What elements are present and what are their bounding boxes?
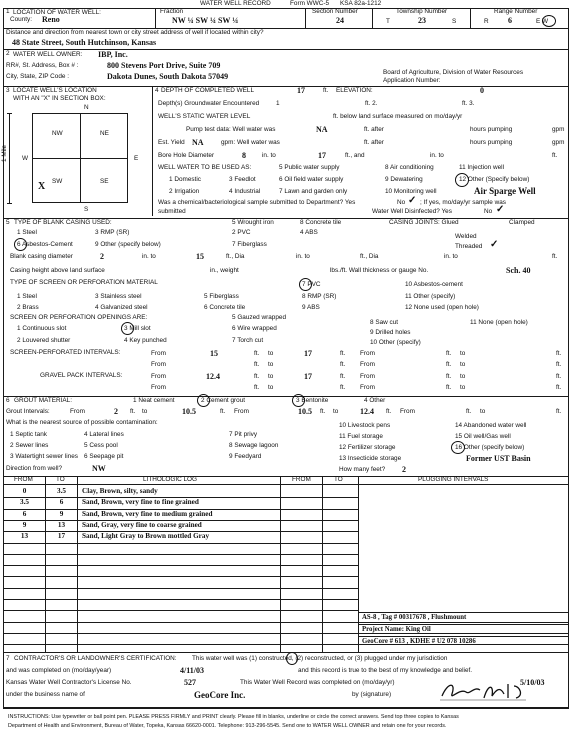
grout-cement[interactable]: 2 Cement grout bbox=[201, 397, 246, 404]
bore-ft-2: ft. bbox=[552, 152, 558, 159]
screen-fiberglass[interactable]: 5 Fiberglass bbox=[204, 293, 239, 300]
disinfected-no[interactable]: No bbox=[484, 208, 493, 215]
use-2[interactable]: 2 Irrigation bbox=[169, 188, 200, 195]
screen-ft-3: ft. bbox=[446, 350, 452, 357]
gravel-ft-2: ft. bbox=[340, 373, 346, 380]
instructions-line-2: Department of Health and Environment, Bureau of Water, Topeka, Kansas 66620-0001. Telephone: 913-296-5545. Send one to WATER WELL OWNER and retain one for your records. bbox=[8, 723, 447, 729]
screen-from-row2: From bbox=[151, 361, 166, 368]
certification-line2: and this record is true to the best of my knowledge and belief. bbox=[298, 667, 473, 674]
bore-in-to-2: in. to bbox=[430, 152, 444, 159]
pump-test-label: Pump test data: Well water was bbox=[186, 126, 276, 133]
log-header-from: FROM bbox=[14, 476, 33, 483]
grout-to-1-label: to bbox=[142, 408, 148, 415]
direction-label: Direction from well? bbox=[6, 465, 63, 472]
city-label: City, State, ZIP Code : bbox=[6, 73, 69, 80]
form-number: Form WWC-5 bbox=[290, 0, 330, 7]
board-label: Board of Agriculture, Division of Water Resources bbox=[383, 69, 524, 76]
chemical-sample-label: Was a chemical/bacteriological sample submitted to Department? Yes bbox=[158, 199, 356, 206]
groundwater-3: ft. 3. bbox=[462, 100, 475, 107]
quadrant-nw: NW bbox=[52, 130, 63, 137]
use-8[interactable]: 8 Air conditioning bbox=[385, 164, 434, 171]
screen-from-value: 15 bbox=[210, 349, 218, 358]
quadrant-se: SE bbox=[100, 178, 109, 185]
license-label: Kansas Water Well Contractor's License No. bbox=[6, 679, 132, 686]
signature-scribble bbox=[438, 680, 528, 702]
locate-label-2: WITH AN "X" IN SECTION BOX: bbox=[13, 95, 106, 102]
county-value: Reno bbox=[42, 15, 60, 24]
casing-label: TYPE OF BLANK CASING USED: bbox=[14, 219, 112, 226]
groundwater-2: ft. 2. bbox=[365, 100, 378, 107]
blank-ft-dia: ft., Dia bbox=[226, 253, 245, 260]
south-label: S bbox=[84, 206, 89, 213]
casing-asbestos[interactable]: 2 PVC bbox=[232, 229, 251, 236]
instructions-line-1: INSTRUCTIONS: Use typewriter or ball point pen. PLEASE PRESS FIRMLY and PRINT clearly. Please fill in blanks, underline or circle the correct answers. Send top three copies to Kansas bbox=[8, 714, 459, 720]
log-row-to: 17 bbox=[57, 532, 66, 540]
screen-ft-2: ft. bbox=[340, 350, 346, 357]
log-row-to: 9 bbox=[59, 510, 64, 518]
grout-from-1-label: From bbox=[70, 408, 85, 415]
blank-in-to-3: in. to bbox=[444, 253, 458, 260]
grout-intervals-label: Grout Intervals: bbox=[6, 408, 50, 415]
depth-ft: ft. bbox=[323, 87, 329, 94]
chemical-sample-no[interactable]: No bbox=[397, 199, 406, 206]
gravel-ft: ft. bbox=[254, 373, 260, 380]
other-contamination-value: Former UST Basin bbox=[466, 454, 531, 463]
contam-14[interactable]: 14 Abandoned water well bbox=[455, 422, 527, 429]
owner-label: WATER WELL OWNER: bbox=[13, 51, 83, 58]
screen-other[interactable]: 11 Other (specify) bbox=[405, 293, 456, 300]
use-label: WELL WATER TO BE USED AS: bbox=[158, 164, 252, 171]
casing-rmp[interactable]: 3 RMP (SR) bbox=[95, 229, 130, 236]
chemical-no-check: ✓ bbox=[408, 195, 417, 206]
distance-value: 48 State Street, South Hutchinson, Kansas bbox=[12, 38, 157, 47]
contam-16[interactable]: 16 Other (specify below) bbox=[455, 444, 525, 451]
sec1-number: 1 bbox=[6, 8, 10, 15]
opening-other[interactable]: 10 Other (specify) bbox=[370, 339, 421, 346]
groundwater-label: Depth(s) Groundwater Encountered bbox=[158, 100, 260, 107]
casing-fiberglass[interactable]: 7 Fiberglass bbox=[232, 241, 267, 248]
blank-to-value: 15 bbox=[196, 252, 204, 261]
other-use-value: Air Sparge Well bbox=[474, 186, 536, 196]
application-number-label: Application Number: bbox=[383, 77, 441, 84]
submitted-label: submitted bbox=[158, 208, 186, 215]
contam-12[interactable]: 12 Fertilizer storage bbox=[339, 444, 396, 451]
contam-3[interactable]: 3 Watertight sewer lines bbox=[10, 453, 78, 460]
completed-date: 4/11/03 bbox=[180, 666, 205, 675]
casing-joints-glued[interactable]: CASING JOINTS: Glued bbox=[389, 219, 459, 226]
log-row-to: 3.5 bbox=[57, 487, 66, 495]
certification-line1: This water well was (1) constructed, (2) reconstructed, or (3) plugged under my jurisdiction bbox=[192, 655, 448, 662]
screen-to-value: 17 bbox=[304, 349, 312, 358]
contamination-label: What is the nearest source of possible contamination: bbox=[6, 419, 158, 426]
blank-ft-dia-2: ft., Dia bbox=[360, 253, 379, 260]
screen-ft-row2: ft. bbox=[254, 361, 260, 368]
use-6[interactable]: 6 Oil field water supply bbox=[279, 176, 344, 183]
grout-label: GROUT MATERIAL: bbox=[14, 397, 72, 404]
gravel-ft-row2d: ft. bbox=[556, 384, 562, 391]
bore-to-value: 17 bbox=[318, 151, 326, 160]
casing-pvc[interactable]: 6 Asbestos-Cement bbox=[17, 241, 73, 248]
log-header-lithologic: LITHOLOGIC LOG bbox=[143, 476, 197, 483]
gravel-intervals-label: GRAVEL PACK INTERVALS: bbox=[40, 372, 123, 379]
screen-from-2: From bbox=[360, 350, 375, 357]
chemical-sample-rest: ; If yes, mo/day/yr sample was bbox=[420, 199, 506, 206]
screen-abs[interactable]: 9 ABS bbox=[302, 304, 320, 311]
screen-from-label: From bbox=[151, 350, 166, 357]
address-value: 800 Stevens Port Drive, Suite 709 bbox=[107, 61, 221, 70]
opening-none[interactable]: 11 None (open hole) bbox=[470, 319, 528, 326]
grout-from-1: 2 bbox=[114, 407, 118, 416]
blank-dia-label: Blank casing diameter bbox=[10, 253, 73, 260]
openings-label: SCREEN OR PERFORATION OPENINGS ARE: bbox=[10, 314, 148, 321]
range-ew: E W bbox=[536, 18, 549, 25]
tag-info: AS-8 , Tag # 00317678 , Flushmount bbox=[362, 614, 467, 621]
screen-pvc[interactable]: 7 PVC bbox=[302, 281, 321, 288]
blank-in-to: in. to bbox=[142, 253, 156, 260]
township-label: Township Number bbox=[396, 8, 448, 15]
gravel-to-2: to bbox=[460, 373, 466, 380]
east-label: E bbox=[134, 155, 139, 162]
gravel-ft-3: ft. bbox=[446, 373, 452, 380]
sec5-number: 5 bbox=[6, 219, 10, 226]
screen-ft-row2d: ft. bbox=[556, 361, 562, 368]
log-row-description: Sand, Light Gray to Brown mottled Gray bbox=[82, 532, 210, 540]
grout-from-2: 10.5 bbox=[298, 407, 312, 416]
casing-weight-label: in., weight bbox=[210, 267, 239, 274]
depth-label: DEPTH OF COMPLETED WELL bbox=[161, 87, 255, 94]
wall-thickness-label: lbs./ft. Wall thickness or gauge No. bbox=[330, 267, 429, 274]
gravel-from-row2: From bbox=[151, 384, 166, 391]
opening-louvered[interactable]: 2 Louvered shutter bbox=[17, 337, 71, 344]
quadrant-ne: NE bbox=[100, 130, 109, 137]
opening-sawcut[interactable]: 8 Saw cut bbox=[370, 319, 399, 326]
quadrant-sw: SW bbox=[52, 178, 63, 185]
record-completed-date: 5/10/03 bbox=[520, 678, 545, 687]
bore-label: Bore Hole Diameter bbox=[158, 152, 215, 159]
log-header-to-2: TO bbox=[334, 476, 343, 483]
disinfected-label: Water Well Disinfected? Yes bbox=[372, 208, 452, 215]
groundwater-1: 1 bbox=[276, 100, 280, 107]
direction-value: NW bbox=[92, 464, 106, 473]
blank-ft-3: ft. bbox=[552, 253, 558, 260]
grout-neat[interactable]: 1 Neat cement bbox=[133, 397, 175, 404]
pump-test-value: NA bbox=[316, 125, 328, 134]
gravel-ft-row2b: ft. bbox=[340, 384, 346, 391]
use-10[interactable]: 10 Monitoring well bbox=[385, 188, 437, 195]
mile-label: 1 Mile bbox=[1, 144, 8, 162]
log-row-from: 0 bbox=[22, 487, 27, 495]
gravel-ft-row2c: ft. bbox=[446, 384, 452, 391]
township-value: 23 bbox=[418, 16, 426, 25]
disinfected-no-check: ✓ bbox=[496, 204, 505, 215]
grout-ft-2b: ft. bbox=[386, 408, 392, 415]
log-row-to: 13 bbox=[57, 521, 66, 529]
grout-from-2-label: From bbox=[234, 408, 249, 415]
north-label: N bbox=[84, 104, 89, 111]
grout-ft-3: ft. bbox=[466, 408, 472, 415]
sec7-number: 7 bbox=[6, 655, 10, 662]
bore-in-to: in. to bbox=[262, 152, 276, 159]
use-4[interactable]: 4 Industrial bbox=[229, 188, 261, 195]
use-5[interactable]: 5 Public water supply bbox=[279, 164, 340, 171]
township-t: T bbox=[386, 18, 390, 25]
grout-to-1: 10.5 bbox=[182, 407, 196, 416]
screen-galvanized[interactable]: 4 Galvanized steel bbox=[95, 304, 148, 311]
contam-5[interactable]: 5 Cess pool bbox=[84, 442, 118, 449]
yield-rest: gpm: Well water was bbox=[221, 139, 280, 146]
west-label: W bbox=[22, 155, 29, 162]
screen-ft-row2c: ft. bbox=[446, 361, 452, 368]
sec4-number: 4 bbox=[155, 87, 159, 94]
form-title: WATER WELL RECORD bbox=[200, 0, 271, 7]
bore-rest: ft., and bbox=[345, 152, 365, 159]
yield-value: NA bbox=[192, 138, 204, 147]
license-value: 527 bbox=[184, 678, 196, 687]
grout-from-3-label: From bbox=[400, 408, 415, 415]
contam-1[interactable]: 1 Septic tank bbox=[10, 431, 47, 438]
sec6-number: 6 bbox=[6, 397, 10, 404]
contam-6[interactable]: 6 Seepage pit bbox=[84, 453, 124, 460]
casing-height-label: Casing height above land surface bbox=[10, 267, 105, 274]
screen-ft-row2b: ft. bbox=[340, 361, 346, 368]
certification-label: CONTRACTOR'S OR LANDOWNER'S CERTIFICATION: bbox=[14, 655, 177, 662]
completed-label: and was completed on (mo/day/year) bbox=[6, 667, 112, 674]
screen-stainless[interactable]: 3 Stainless steel bbox=[95, 293, 142, 300]
ksa-number: KSA 82a-1212 bbox=[340, 0, 382, 7]
yield-hours: hours pumping bbox=[470, 139, 513, 146]
log-header-plugging: PLUGGING INTERVALS bbox=[418, 476, 489, 483]
screen-asbestos[interactable]: 10 Asbestos-cement bbox=[405, 281, 463, 288]
log-row-description: Clay, Brown, silty, sandy bbox=[82, 487, 158, 495]
sec1-label: LOCATION OF WATER WELL: bbox=[13, 9, 101, 16]
pump-test-after: ft. after bbox=[364, 126, 384, 133]
grout-to-3-label: to bbox=[480, 408, 486, 415]
opening-continuous[interactable]: 1 Continuous slot bbox=[17, 325, 67, 332]
opening-drilled[interactable]: 9 Drilled holes bbox=[370, 329, 411, 336]
grout-to-2-label: to bbox=[333, 408, 339, 415]
contam-11[interactable]: 11 Fuel storage bbox=[339, 433, 383, 440]
blank-in-to-2: in. to bbox=[296, 253, 310, 260]
log-row-from: 9 bbox=[22, 521, 27, 529]
grout-cement-circle bbox=[197, 394, 210, 407]
screen-brass[interactable]: 2 Brass bbox=[17, 304, 39, 311]
contam-9[interactable]: 9 Feedyard bbox=[229, 453, 262, 460]
contam-8[interactable]: 8 Sewage lagoon bbox=[229, 442, 279, 449]
casing-welded[interactable]: Welded bbox=[455, 233, 477, 240]
address-label: RR#, St. Address, Box # : bbox=[6, 62, 79, 69]
how-many-feet-value: 2 bbox=[402, 465, 406, 474]
business-label: under the business name of bbox=[6, 691, 85, 698]
use-9[interactable]: 9 Dewatering bbox=[385, 176, 423, 183]
grout-other[interactable]: 4 Other bbox=[364, 397, 386, 404]
range-r: R bbox=[484, 18, 489, 25]
yield-after: ft. after bbox=[364, 139, 384, 146]
screen-steel[interactable]: 1 Steel bbox=[17, 293, 37, 300]
depth-value: 17 bbox=[297, 86, 305, 95]
grout-ft-3b: ft. bbox=[556, 408, 562, 415]
contam-16-circle bbox=[451, 441, 465, 454]
threaded-check: ✓ bbox=[490, 239, 499, 250]
use-11[interactable]: 11 Injection well bbox=[459, 164, 504, 171]
screen-to-row2b: to bbox=[460, 361, 466, 368]
county-label: County: bbox=[10, 16, 33, 23]
project-name: Project Name: King Oil bbox=[362, 626, 431, 633]
locate-label-1: LOCATE WELL'S LOCATION bbox=[13, 87, 97, 94]
casing-concrete[interactable]: 8 Concrete tile bbox=[300, 219, 342, 226]
use-7[interactable]: 7 Lawn and garden only bbox=[279, 188, 348, 195]
yield-gpm: gpm bbox=[552, 139, 565, 146]
grout-ft-2: ft. bbox=[320, 408, 326, 415]
screen-material-label: TYPE OF SCREEN OR PERFORATION MATERIAL bbox=[10, 279, 158, 286]
sec3-number: 3 bbox=[6, 87, 10, 94]
gravel-from-value: 12.4 bbox=[206, 372, 220, 381]
casing-other[interactable]: 4 ABS bbox=[300, 229, 318, 236]
screen-to-label: to bbox=[268, 350, 274, 357]
log-header-from-2: FROM bbox=[292, 476, 311, 483]
contam-2[interactable]: 2 Sewer lines bbox=[10, 442, 49, 449]
fraction-label: Fraction bbox=[160, 8, 184, 15]
screen-ft: ft. bbox=[254, 350, 260, 357]
static-level-label: WELL'S STATIC WATER LEVEL bbox=[158, 113, 251, 120]
gravel-from-row2b: From bbox=[360, 384, 375, 391]
blank-dia-value: 2 bbox=[100, 252, 104, 261]
log-header-to: TO bbox=[56, 476, 65, 483]
casing-abs[interactable]: 9 Other (specify below) bbox=[95, 241, 161, 248]
gravel-from-2: From bbox=[360, 373, 375, 380]
use-1[interactable]: 1 Domestic bbox=[169, 176, 201, 183]
wall-thickness-value: Sch. 40 bbox=[506, 266, 531, 275]
city-value: Dakota Dunes, South Dakota 57049 bbox=[107, 72, 229, 81]
distance-label: Distance and direction from nearest town or city street address of well if located within city? bbox=[6, 29, 264, 36]
opening-torch[interactable]: 7 Torch cut bbox=[232, 337, 264, 344]
gravel-ft-4: ft. bbox=[556, 373, 562, 380]
township-s: S bbox=[452, 18, 457, 25]
record-completed-label: This Water Well Record was completed on (mo/day/yr) bbox=[240, 679, 395, 686]
business-name: GeoCore Inc. bbox=[194, 690, 246, 700]
grout-to-2: 12.4 bbox=[360, 407, 374, 416]
opening-millslot-circle bbox=[121, 322, 134, 335]
contam-4[interactable]: 4 Lateral lines bbox=[84, 431, 124, 438]
log-row-from: 6 bbox=[22, 510, 27, 518]
gravel-ft-row2: ft. bbox=[254, 384, 260, 391]
range-label: Range Number bbox=[494, 8, 538, 15]
fraction-value: NW ¼ SW ¼ SW ¼ bbox=[172, 16, 239, 25]
yield-label: Est. Yield bbox=[158, 139, 185, 146]
casing-wrought[interactable]: 5 Wrought iron bbox=[232, 219, 274, 226]
screen-intervals-label: SCREEN-PERFORATED INTERVALS: bbox=[10, 349, 121, 356]
gravel-to-label: to bbox=[268, 373, 274, 380]
grout-ft-1: ft. bbox=[130, 408, 136, 415]
sec2-number: 2 bbox=[6, 50, 10, 57]
screen-rmp[interactable]: 8 RMP (SR) bbox=[302, 293, 337, 300]
pump-hours: hours pumping bbox=[470, 126, 513, 133]
casing-threaded[interactable]: Threaded bbox=[455, 243, 483, 250]
casing-joints-clamped[interactable]: Clamped bbox=[509, 219, 535, 226]
grout-bentonite[interactable]: 3 Bentonite bbox=[296, 397, 329, 404]
screen-to-2: to bbox=[460, 350, 466, 357]
contam-13[interactable]: 13 Insecticide storage bbox=[339, 455, 402, 462]
log-row-from: 13 bbox=[20, 532, 29, 540]
opening-millslot[interactable]: 3 Mill slot bbox=[124, 325, 151, 332]
log-row-description: Sand, Gray, very fine to coarse grained bbox=[82, 521, 202, 529]
use-12[interactable]: 12 Other (Specify below) bbox=[459, 176, 530, 183]
bore-value: 8 bbox=[242, 151, 246, 160]
log-row-description: Sand, Brown, very fine to fine grained bbox=[82, 498, 199, 506]
grout-bentonite-circle bbox=[292, 394, 305, 407]
contam-7[interactable]: 7 Pit privy bbox=[229, 431, 258, 438]
grout-ft-1b: ft. bbox=[220, 408, 226, 415]
log-row-to: 6 bbox=[59, 498, 64, 506]
section-label: Section Number bbox=[312, 8, 358, 15]
elevation-value: 0 bbox=[480, 86, 484, 95]
opening-key[interactable]: 4 Key punched bbox=[124, 337, 167, 344]
gravel-from-label: From bbox=[151, 373, 166, 380]
use-3[interactable]: 3 Feedlot bbox=[229, 176, 256, 183]
screen-none[interactable]: 12 None used (open hole) bbox=[405, 304, 479, 311]
well-location-x: X bbox=[38, 181, 46, 192]
screen-ft-4: ft. bbox=[556, 350, 562, 357]
range-w-circle bbox=[542, 15, 556, 27]
log-row-from: 3.5 bbox=[20, 498, 29, 506]
screen-pvc-circle bbox=[299, 278, 312, 291]
how-many-feet-label: How many feet? bbox=[339, 466, 386, 473]
use-12-circle bbox=[455, 173, 469, 187]
section-value: 24 bbox=[336, 16, 344, 25]
screen-concrete[interactable]: 6 Concrete tile bbox=[204, 304, 246, 311]
constructed-circle bbox=[286, 652, 298, 665]
range-value: 6 bbox=[508, 16, 512, 25]
contam-10[interactable]: 10 Livestock pens bbox=[339, 422, 391, 429]
gravel-to-row2b: to bbox=[460, 384, 466, 391]
casing-pvc-circle bbox=[14, 238, 27, 251]
owner-value: IBP, Inc. bbox=[98, 50, 128, 59]
elevation-label: ELEVATION: bbox=[336, 87, 373, 94]
log-row-description: Sand, Brown, very fine to medium grained bbox=[82, 510, 213, 518]
pump-gpm: gpm bbox=[552, 126, 565, 133]
signature-label: by (signature) bbox=[352, 691, 392, 698]
opening-gauzed[interactable]: 5 Gauzed wrapped bbox=[232, 314, 287, 321]
static-level-rest: ft. below land surface measured on mo/day/yr bbox=[333, 113, 463, 120]
screen-from-row2b: From bbox=[360, 361, 375, 368]
opening-wire[interactable]: 6 Wire wrapped bbox=[232, 325, 277, 332]
geocore-kdhe: GeoCore # 613 , KDHE # U2 078 10286 bbox=[362, 638, 476, 645]
screen-to-row2: to bbox=[268, 361, 274, 368]
contam-15[interactable]: 15 Oil well/Gas well bbox=[455, 433, 511, 440]
gravel-to-value: 17 bbox=[304, 372, 312, 381]
casing-steel[interactable]: 1 Steel bbox=[17, 229, 37, 236]
gravel-to-row2: to bbox=[268, 384, 274, 391]
